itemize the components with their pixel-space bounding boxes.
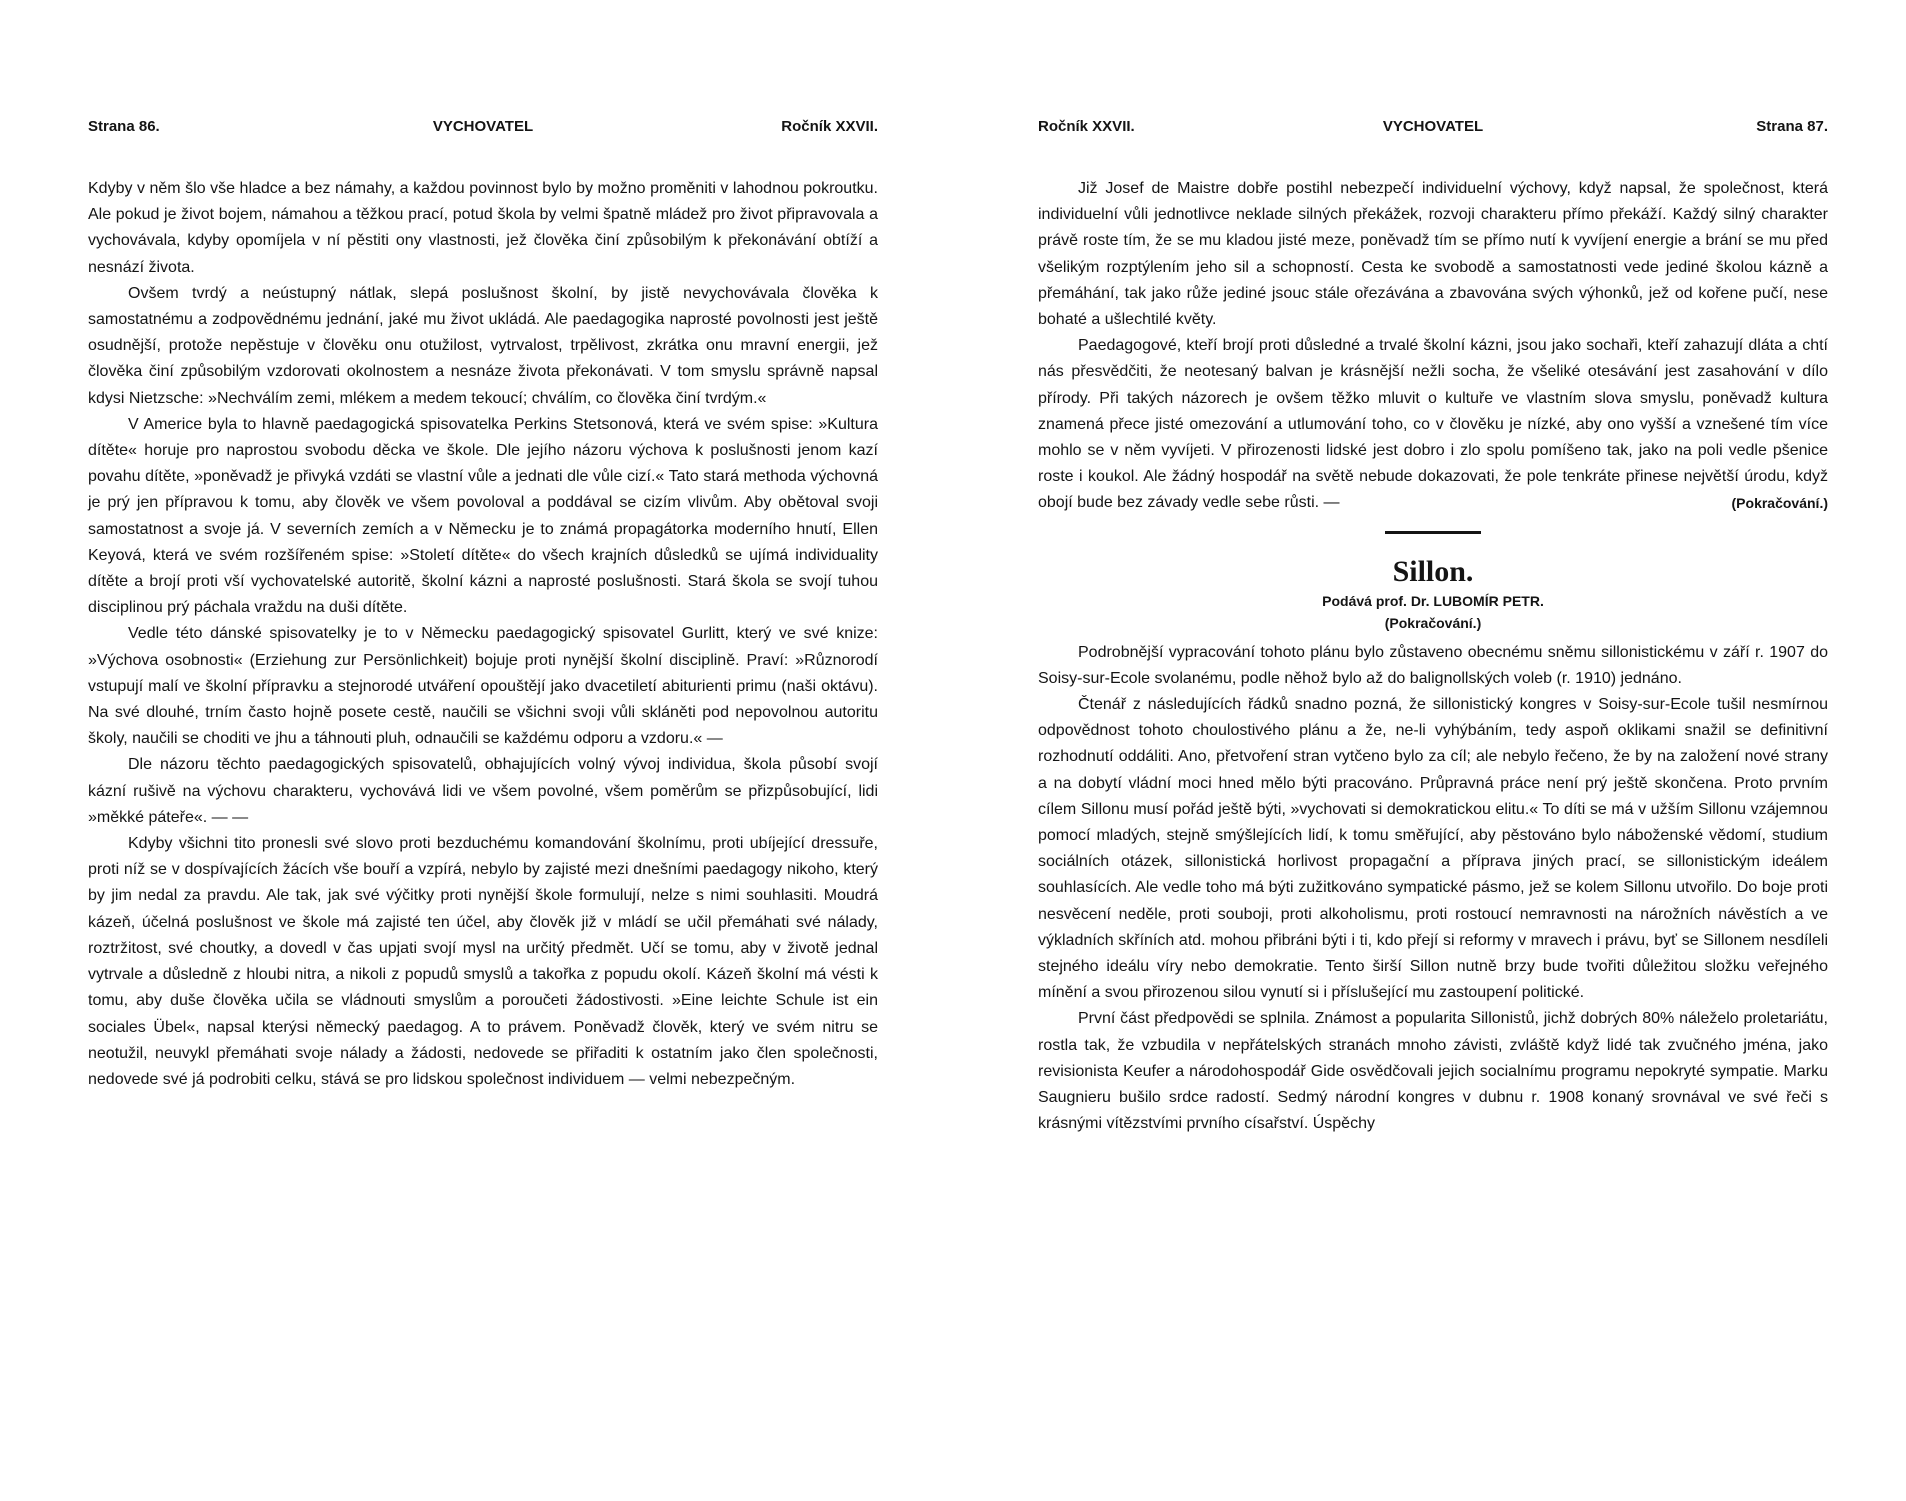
right-journal-title: VYCHOVATEL	[1382, 118, 1484, 135]
paragraph: V Americe byla to hlavně paedagogická spisovatelka Perkins Stetsonová, která ve svém spise: »Kultura dítěte« horuje pro naprostou svobodu děcka ve škole. Dle jejího názoru výchova k poslušnosti jenom kazí povahu dítěte, »poněvadž je přivyká vzdáti se vlastní vůle a jednati dle vůle cizí.« Tato stará methoda výchovná je prý jen přípravou k tomu, aby člověk ve všem povoloval a poddával se cizím vlivům. Aby obětoval svoji samostatnost a svoje já. V severních zemích a v Německu je to známá propagátorka moderního hnutí, Ellen Keyová, která ve svém rozšířeném spise: »Století dítěte« do všech krajních důsledků se ujímá individuality dítěte a brojí proti vší vychovatelské autoritě, školní kázni a naprosté poslušnosti. Stará škola se svojí tuhou disciplinou prý páchala vraždu na duši dítěte.	[88, 415, 878, 617]
left-page-number: Strana 86.	[88, 118, 160, 135]
paragraph: Čtenář z následujících řádků snadno pozná, že sillonistický kongres v Soisy-sur-Ecole tušil nesmírnou odpovědnost tohoto choulostivého plánu a že, ne-li vyhýbáním, tedy aspoň oklikami snažil se definitivní rozhodnutí oddáliti. Ano, přetvoření stran vytčeno bylo za cíl; ale nebylo řečeno, že by na založení nové strany a na dobytí vládní moci hned mělo býti pracováno. Průpravná práce není prý ještě skončena. Proto prvním cílem Sillonu musí pořád ještě býti, »vychovati si demokratickou elitu.« To díti se má v užším Sillonu vzájemnou pomocí mladých, stejně smýšlejících lidí, k tomu směřující, aby pěstováno bylo náboženské vědomí, studium sociálních otázek, sillonistická horlivost propagační a příprava jiných prací, se sillonistickým ideálem souhlasících. Ale vedle toho má býti zužitkováno sympatické pásmo, jež se kolem Sillonu utvořilo. Do boje proti nesvěcení neděle, proti souboji, proti alkoholismu, proti rostoucí nemravnosti na nárožních návěstích a ve výkladních skříních atd. mohou přibráni býti i ti, kdo přejí si reformy v mravech i právu, byť se Sillonem nesdíleli stejného ideálu víry nebo demokratie. Tento širší Sillon nutně brzy bude tvořiti důležitou složku veřejného mínění a svou přirozenou silou vynutí si i příslušející mu zastoupení politické.	[1038, 696, 1828, 1002]
left-journal-title: VYCHOVATEL	[432, 118, 534, 135]
right-page-number: Strana 87.	[1756, 118, 1828, 135]
right-page	[1038, 118, 1828, 1138]
paragraph	[1038, 333, 1828, 516]
paragraph: Ovšem tvrdý a neústupný nátlak, slepá poslušnost školní, by jistě nevychovávala člověka k samostatnému a zodpovědnému jednání, jaké mu život ukládá. Ale paedagogika naprosté povolnosti jest ještě osudnější, protože nepěstuje v člověku onu otužilost, vytrvalost, trpělivost, zkrátka onu mravní energii, jež člověka činí způsobilým vzdorovati okolnostem a nesnáze života překonávati. V tom smyslu správně napsal kdysi Nietzsche: »Nechválím zemi, mlékem a medem tekoucí; chválím, co člověka činí tvrdým.«	[88, 284, 878, 407]
left-body-text	[88, 176, 878, 1093]
paragraph-text: Paedagogové, kteří brojí proti důsledné a trvalé školní kázni, jsou jako sochaři, kteří zahazují dláta a chtí nás přesvědčiti, že neotesaný balvan je krásnější nežli socha, že všeliké otesávání jest zasahování v dílo přírody. Při takých názorech je ovšem těžko mluvit o kultuře ve vlastním slova smyslu, poněvadž kultura znamená přece jisté omezování a utlumování toho, co v člověku je nízké, aby ono vyšší a vznešené tím více mohlo se v něm vyvíjeti. V přirozenosti lidské jest dobro i zlo spolu pomíšeno tak, jako na poli vedle pšenice roste i koukol. Ale žádný hospodář na světě nebude dokazovati, že pole tenkráte přinese největší úrodu, když obojí bude bez závady vedle sebe růsti. —	[1038, 337, 1828, 512]
article-title: Sillon.	[1392, 554, 1474, 588]
left-running-header	[88, 118, 878, 144]
paragraph: Podrobnější vypracování tohoto plánu bylo zůstaveno obecnému sněmu sillonistickému v září r. 1907 do Soisy-sur-Ecole svolanému, podle něhož bylo až do balignollských voleb (r. 1910) jednáno.	[1038, 643, 1828, 687]
continued-note: (Pokračování.)	[1731, 495, 1828, 512]
right-volume: Ročník XXVII.	[1038, 118, 1135, 135]
paragraph: Dle názoru těchto paedagogických spisovatelů, obhajujících volný vývoj individua, škola působí svojí kázní rušivě na výchovu charakteru, vychovává lidi ve všem povolné, všem poměrům se přizpůsobující, lidi »měkké páteře«. — —	[88, 756, 878, 826]
left-page	[88, 118, 878, 1093]
left-volume: Ročník XXVII.	[781, 118, 878, 135]
paragraph: Kdyby v něm šlo vše hladce a bez námahy, a každou povinnost bylo by možno proměniti v lahodnou pokroutku. Ale pokud je život bojem, námahou a těžkou prací, potud škola by velmi špatně mládež pro život připravovala a vychovávala, kdyby opomíjela v ní pěstiti ony vlastnosti, jež člověka činí způsobilým k překonávání obtíží a nesnází života.	[88, 180, 878, 276]
article-byline: Podává prof. Dr. LUBOMÍR PETR.	[1322, 592, 1544, 609]
right-running-header	[1038, 118, 1828, 144]
paragraph: Kdyby všichni tito pronesli své slovo proti bezduchému komandování školnímu, proti ubíjející dressuře, proti níž se v dospívajících žácích vše bouří a vzpírá, nebylo by zajisté mezi dnešními paedagogy nikoho, který by jim nedal za pravdu. Ale tak, jak své výčitky proti nynější škole formulují, nelze s nimi souhlasiti. Moudrá kázeň, účelná poslušnost ve škole má zajisté ten účel, aby člověk již v mládí se učil přemáhati své nálady, roztržitost, své choutky, a dovedl v čas upjati svojí mysl na určitý předmět. Učí se tomu, aby v životě jednal vytrvale a důsledně z hloubi nitra, a nikoli z popudů smyslů a takořka z popudu okolí. Kázeň školní má vésti k tomu, aby duše člověka učila se vládnouti smyslům a poroučeti žádostivosti. »Eine leichte Schule ist ein sociales Übel«, napsal kterýsi německý paedagog. A to právem. Poněvadž člověk, který ve svém nitru se neotužil, neuvykl přemáhati svoje nálady a žádosti, nedovede se přiřaditi k ostatním jako člen společnosti, nedovede své já podrobiti celku, stává se pro lidskou společnost individuem — velmi nebezpečným.	[88, 835, 878, 1088]
article-continuation: (Pokračování.)	[1384, 614, 1482, 631]
paragraph: Již Josef de Maistre dobře postihl nebezpečí individuelní výchovy, když napsal, že společnost, která individuelní vůli jednotlivce neklade silných překážek, rozvoji charakteru přímo překáží. Každý silný charakter právě roste tím, že se mu kladou jisté meze, poněvadž tím se přímo nutí k vyvíjení energie a brání se mu před všelikým rozptýlením jeho sil a schopností. Cesta ke svobodě a samostatnosti vede jediné školou kázně a přemáhání, tak jako růže jediné jsouc stále ořezávána a zbavována svých výhonků, jež od kořene pučí, nese bohaté a ušlechtilé květy.	[1038, 180, 1828, 329]
right-body-text	[1038, 176, 1828, 1138]
paragraph: První část předpovědi se splnila. Známost a popularita Sillonistů, jichž dobrých 80% náleželo proletariátu, rostla tak, že vzbudila v nepřátelských stranách mnoho závisti, zvláště když lidé tak zvučného jména, jako revisionista Keufer a národohospodář Gide osvědčovali jejich socialnímu programu nepokryté sympatie. Marku Saugnieru bušilo srdce radostí. Sedmý národní kongres v dubnu r. 1908 konaný srovnával ve své řeči s krásnými vítězstvími prvního císařství. Úspěchy	[1038, 1010, 1828, 1133]
paragraph: Vedle této dánské spisovatelky je to v Německu paedagogický spisovatel Gurlitt, který ve své knize: »Výchova osobnosti« (Erziehung zur Persönlichkeit) bojuje proti nynější školní disciplině. Praví: »Různorodí vstupují malí ve školní přípravku a stejnorodé utváření opouštějí jako dvacetiletí abiturienti primu (naši oktávu). Na své dlouhé, trním často hojně posete cestě, naučili se všichni svoji vůli skláněti pod nepovolnou autoritu školy, naučili se choditi ve jhu a táhnouti pluh, odnaučili se každému odporu a vzdoru.« —	[88, 625, 878, 748]
section-divider	[1385, 531, 1481, 534]
